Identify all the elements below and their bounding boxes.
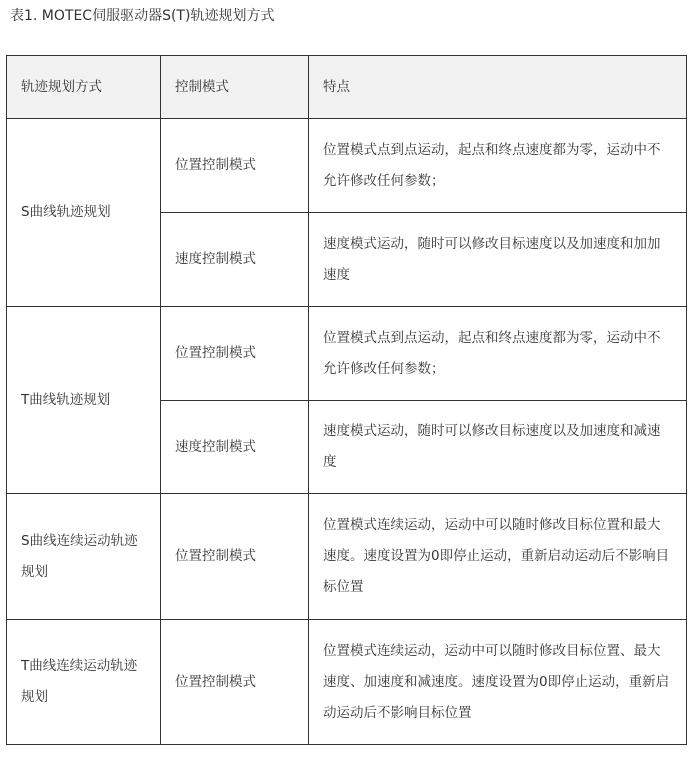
mode-cell: 速度控制模式 — [161, 401, 309, 494]
table-row — [7, 119, 687, 213]
mode-cell: 位置控制模式 — [161, 307, 309, 401]
feature-cell: 位置模式连续运动，运动中可以随时修改目标位置和最大速度。速度设置为0即停止运动，重新启动运动后不影响目标位置 — [309, 494, 687, 620]
header-feature: 特点 — [309, 56, 687, 119]
table-row — [7, 494, 687, 620]
feature-cell: 速度模式运动，随时可以修改目标速度以及加速度和加加速度 — [309, 213, 687, 307]
feature-cell: 位置模式点到点运动，起点和终点速度都为零，运动中不允许修改任何参数； — [309, 307, 687, 401]
table-header-row — [7, 56, 687, 119]
header-method: 轨迹规划方式 — [7, 56, 161, 119]
mode-cell: 速度控制模式 — [161, 213, 309, 307]
method-cell: S曲线连续运动轨迹规划 — [7, 494, 161, 620]
mode-cell: 位置控制模式 — [161, 119, 309, 213]
trajectory-table — [6, 55, 687, 745]
method-cell: S曲线轨迹规划 — [7, 119, 161, 307]
table-row — [7, 307, 687, 401]
method-cell: T曲线连续运动轨迹规划 — [7, 620, 161, 745]
feature-cell: 位置模式点到点运动，起点和终点速度都为零，运动中不允许修改任何参数； — [309, 119, 687, 213]
table-caption: 表1. MOTEC伺服驱动器S(T)轨迹规划方式 — [10, 8, 275, 24]
feature-cell: 位置模式连续运动，运动中可以随时修改目标位置、最大速度、加速度和减速度。速度设置为0即停止运动，重新启动运动后不影响目标位置 — [309, 620, 687, 745]
mode-cell: 位置控制模式 — [161, 620, 309, 745]
feature-cell: 速度模式运动，随时可以修改目标速度以及加速度和减速度 — [309, 401, 687, 494]
header-mode: 控制模式 — [161, 56, 309, 119]
table-row — [7, 620, 687, 745]
method-cell: T曲线轨迹规划 — [7, 307, 161, 494]
mode-cell: 位置控制模式 — [161, 494, 309, 620]
